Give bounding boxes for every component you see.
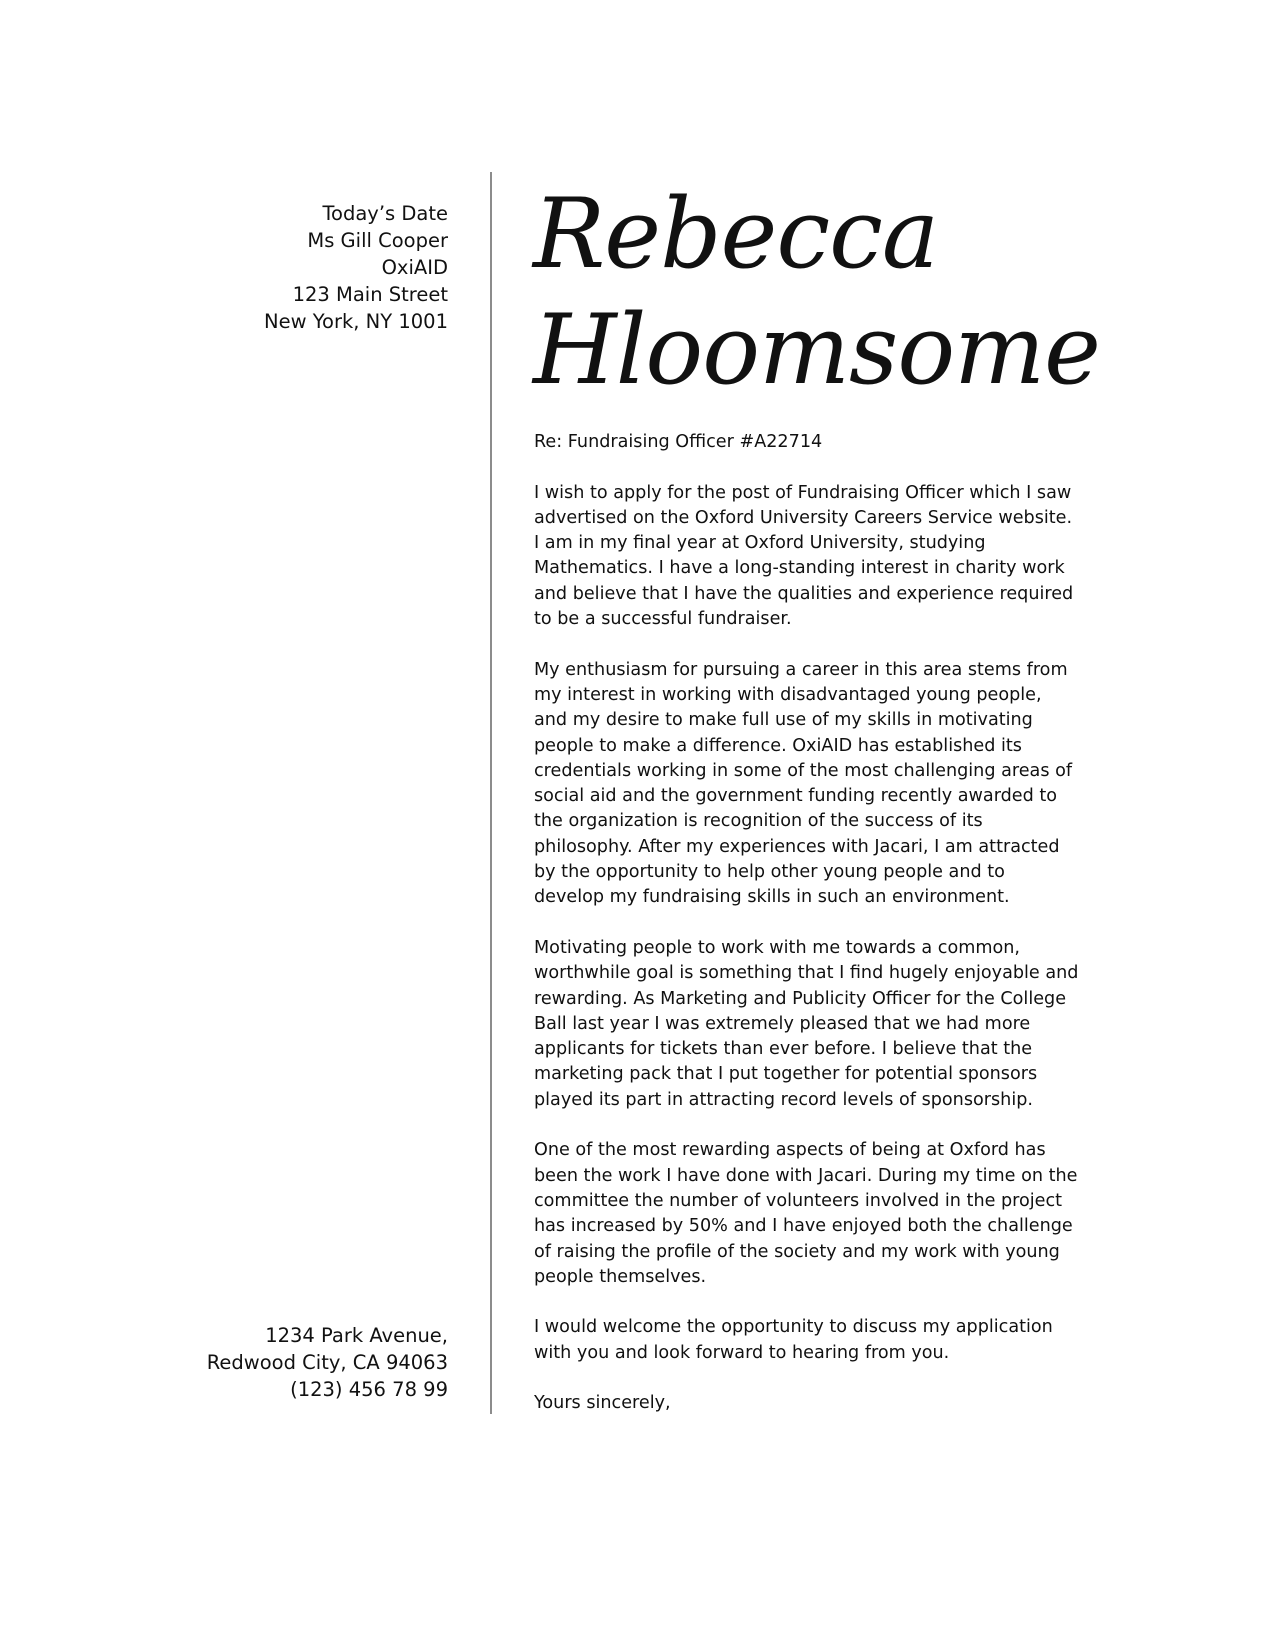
applicant-name-heading (533, 176, 1173, 408)
applicant-first-name: Rebecca (533, 178, 939, 290)
vertical-divider (490, 172, 492, 1414)
sender-address-block (88, 1322, 448, 1403)
recipient-company: OxiAID (381, 256, 448, 279)
letter-paragraph: One of the most rewarding aspects of being at Oxford has been the work I have done with Jacari. During my time on the committee the number of volunteers involved in the project has increased by 50% and I have enjoyed both the challenge of raising the profile of the society and my work with young people themselves. (534, 1140, 1078, 1287)
letter-body (534, 430, 1079, 1442)
recipient-street: 123 Main Street (292, 283, 448, 306)
sender-phone: (123) 456 78 99 (290, 1378, 448, 1401)
letter-paragraph: My enthusiasm for pursuing a career in this area stems from my interest in working with disadvantaged young people, and my desire to make full use of my skills in motivating people to make a difference. OxiAID has established its credentials working in some of the most challenging areas of social aid and the government funding recently awarded to the organization is recognition of the success of its philosophy. After my experiences with Jacari, I am attracted by the opportunity to help other young people and to develop my fundraising skills in such an environment. (534, 659, 1073, 908)
applicant-last-name: Hloomsome (533, 294, 1100, 406)
sender-city: Redwood City, CA 94063 (206, 1351, 448, 1374)
letter-subject: Re: Fundraising Officer #A22714 (534, 432, 823, 452)
letter-paragraph: I would welcome the opportunity to discuss my application with you and look forward to hearing from you. (534, 1317, 1053, 1363)
letter-date: Today’s Date (322, 202, 448, 225)
recipient-name: Ms Gill Cooper (307, 229, 448, 252)
recipient-address-block (88, 200, 448, 335)
letter-paragraph: Motivating people to work with me towards a common, worthwhile goal is something that I find hugely enjoyable and rewarding. As Marketing and Publicity Officer for the College Ball last year I was extremely pleased that we had more applicants for tickets than ever before. I believe that the marketing pack that I put together for potential sponsors played its part in attracting record levels of sponsorship. (534, 937, 1079, 1110)
sender-street: 1234 Park Avenue, (265, 1324, 448, 1347)
letter-paragraph: I wish to apply for the post of Fundraising Officer which I saw advertised on the Oxford University Careers Service website. I am in my final year at Oxford University, studying Mathematics. I have a long-standing interest in charity work and believe that I have the qualities and experience required to be a successful fundraiser. (534, 482, 1074, 630)
letter-closing: Yours sincerely, (534, 1393, 671, 1414)
recipient-city: New York, NY 1001 (263, 310, 448, 333)
